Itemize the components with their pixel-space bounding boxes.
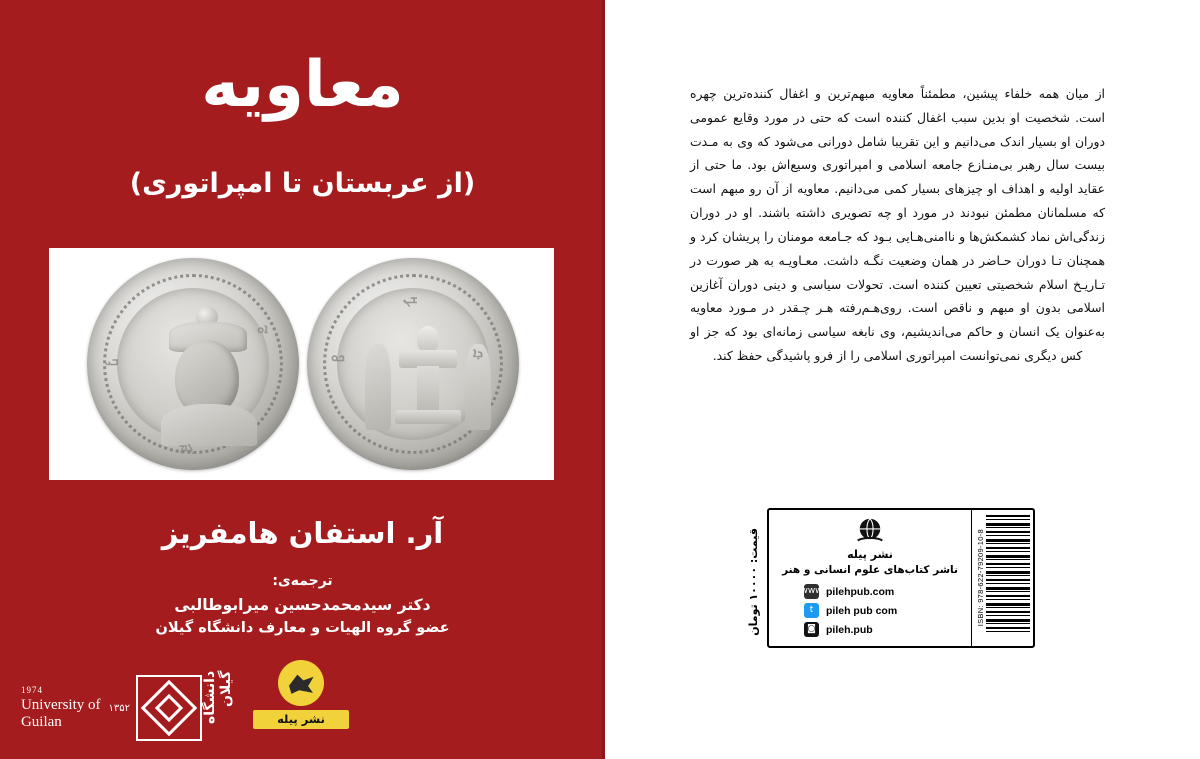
publisher-bird-emblem [278,660,324,706]
translator-label: ترجمه‌ی: [272,573,333,589]
publisher-name: نشر پیله [847,548,893,561]
coin-attendant-left [365,344,391,430]
university-name-en-line1: University of [20,697,101,714]
coin-fire-flame [417,326,439,352]
barcode-image [986,515,1030,641]
publisher-contacts [800,584,936,637]
coin-reverse [307,258,519,470]
book-title: معاویه [201,48,404,122]
book-subtitle: (از عربستان تا امپراتوری) [129,168,476,199]
university-emblem [14,666,234,750]
back-cover [605,0,1200,759]
coin-altar-column [417,366,439,414]
coin-legend-right: ܕܐ [473,346,484,361]
coin-obverse [87,258,299,470]
instagram-icon: ◙ [804,622,819,637]
globe-icon [853,516,887,546]
website-icon: www [804,584,819,599]
coin-altar-base [395,410,461,424]
university-name-en-line2: Guilan [20,714,62,731]
coin-legend-left: ܒܝ [105,354,119,369]
publisher-details [769,510,971,646]
university-year-en: 1974 [20,685,43,696]
publisher-tagline: ناشر کتاب‌های علوم انسانی و هنر [782,563,958,576]
coin-legend-top: ܫܢ [403,292,418,307]
coin-inner-field [117,288,269,440]
publisher-logo-label: نشر پیله [253,710,349,729]
price-label: قیمت: ۱۰۰۰۰ تومان [747,528,760,636]
coin-legend-right: ܐܘ [257,322,268,337]
bird-icon [286,670,316,696]
coin-legend-bottom: ܓܡ [179,440,194,455]
contact-twitter[interactable] [804,603,936,618]
coin-inner-field [337,288,489,440]
book-author: آر. استفان هامفریز [161,516,444,550]
university-name-en [21,685,101,731]
contact-instagram-text: pileh.pub [826,623,873,636]
isbn-text: ISBN: 978-622-79209-10-8 [976,529,985,627]
translator-affiliation: عضو گروه الهیات و معارف دانشگاه گیلان [155,620,450,636]
coin-legend-left: ܟܘ [331,350,345,365]
contact-website[interactable] [800,584,936,599]
contact-twitter-text: pileh pub com [826,604,898,617]
cover-coin-image [49,248,554,480]
contact-website-text: pilehpub.com [826,585,895,598]
seal-knot-shape [141,680,198,737]
publisher-info-box [747,508,1035,648]
coin-bust-shoulder [161,404,257,446]
back-cover-blurb: از میان همه خلفاء پیشین، مطمئناً معاویه مبهم‌ترین و اغفال کننده‌ترین چهره است. شخصیت او بدین سبب اغفال کننده است که حتی در مورد وقایع عمومی دوران او بسیار اندک می‌دانیم و این تقریبا شامل دورانی می‌شود که وی به مـدت بیست سال رهبر بی‌منـازع جامعه اسلامی و امپراتوری وسیع‌اش بود. ما حتی از عقاید اولیه و اهداف او چیزهای بسیار کمی می‌دانیم. معاویه از آن رو مبهم است که مسلمانان مطمئن نبودند در مورد او چه تصویری داشته باشند. او در دوران زندگی‌اش نماد کشمکش‌ها و ناامنی‌هـایی بـود که جـامعه مومنان را پریشان کرد و همچنان تـا دوران حـاضر در همان وضعیت نگـه داشت. معـاویـه به هر صورت در تـاریـخ اسلام شخصیتی تعیین کننده است. تحولات سیاسی و دینی دوران آغازین اسلامی بدون او مبهم و ناقص است. روی‌هـم‌رفته هـر چـقدر در مـورد معاویه به‌عنوان یک انسان و حاکم می‌اندیشیم، وی نابغه سیاسی زمانه‌ای بود که جز او کس دیگری نمی‌توانست امپراتوری اسلامی را از فرو پاشیدگی حفظ کند. [690,86,1105,363]
translator-name: دکتر سیدمحمدحسین میرابوطالبی [174,596,431,614]
university-year-fa: ۱۳۵۲ [108,702,130,714]
publisher-logo [253,660,349,729]
university-seal-icon [136,675,202,741]
twitter-icon: t [804,603,819,618]
university-name-fa: دانشگاه گیلان [202,671,234,725]
contact-instagram[interactable] [804,622,936,637]
